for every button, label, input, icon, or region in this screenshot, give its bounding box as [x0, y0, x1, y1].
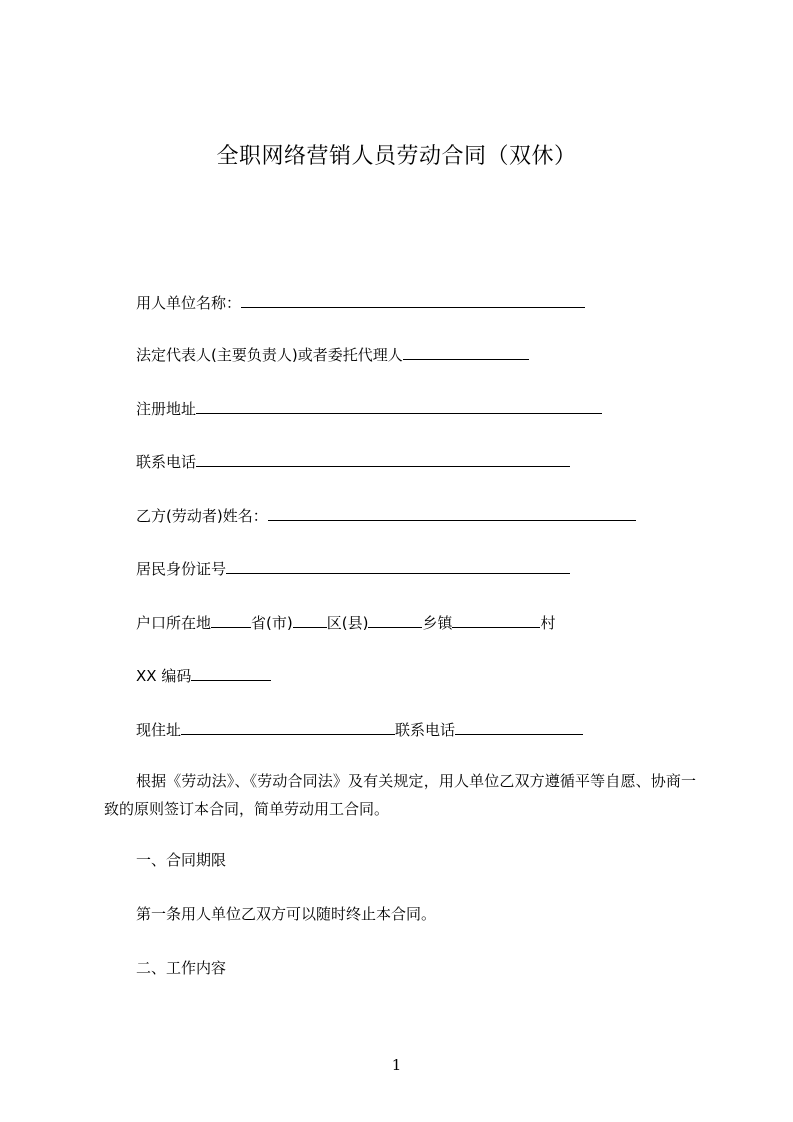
employee-name-blank — [268, 504, 636, 521]
district-blank — [293, 611, 327, 628]
id-number-label: 居民身份证号 — [136, 560, 227, 578]
contact-phone-2-label: 联系电话 — [395, 721, 456, 739]
section-1-heading: 一、合同期限 — [136, 851, 227, 869]
employer-name-line — [136, 291, 585, 314]
current-address-blank — [181, 718, 395, 735]
section-2-heading: 二、工作内容 — [136, 959, 227, 977]
contact-phone-label: 联系电话 — [136, 453, 197, 471]
township-blank — [368, 611, 422, 628]
village-blank — [452, 611, 540, 628]
postal-code-label: XX 编码 — [136, 667, 192, 685]
employee-name-line — [136, 504, 636, 527]
current-address-line — [136, 718, 583, 741]
intro-paragraph: 根据《劳动法》、《劳动合同法》及有关规定，用人单位乙双方遵循平等自愿、协商一致的原则签订本合同，简单劳动用工合同。 — [104, 772, 696, 818]
household-registration-label: 户口所在地 — [136, 614, 212, 632]
postal-code-line — [136, 664, 271, 687]
registered-address-label: 注册地址 — [136, 400, 197, 418]
page-number: 1 — [391, 1056, 402, 1074]
registered-address-blank — [196, 397, 602, 414]
district-label: 区(县) — [326, 614, 369, 632]
contact-phone-line — [136, 450, 570, 473]
legal-representative-label: 法定代表人(主要负责人)或者委托代理人 — [136, 346, 403, 364]
township-label: 乡镇 — [422, 614, 453, 632]
legal-representative-line — [136, 343, 529, 366]
article-1: 第一条用人单位乙双方可以随时终止本合同。 — [136, 905, 437, 923]
id-number-blank — [226, 557, 570, 574]
province-blank — [211, 611, 251, 628]
province-label: 省(市) — [251, 614, 293, 632]
employee-name-label: 乙方(劳动者)姓名： — [136, 507, 268, 525]
contact-phone-2-blank — [455, 718, 583, 735]
postal-code-blank — [191, 664, 271, 681]
current-address-label: 现住址 — [136, 721, 182, 739]
household-registration-line — [136, 611, 555, 634]
village-label: 村 — [540, 614, 556, 632]
employer-name-label: 用人单位名称： — [136, 294, 242, 312]
document-title: 全职网络营销人员劳动合同（双休） — [216, 144, 577, 169]
registered-address-line — [136, 397, 602, 420]
id-number-line — [136, 557, 570, 580]
contact-phone-blank — [196, 450, 570, 467]
legal-representative-blank — [403, 343, 529, 360]
employer-name-blank — [241, 291, 585, 308]
